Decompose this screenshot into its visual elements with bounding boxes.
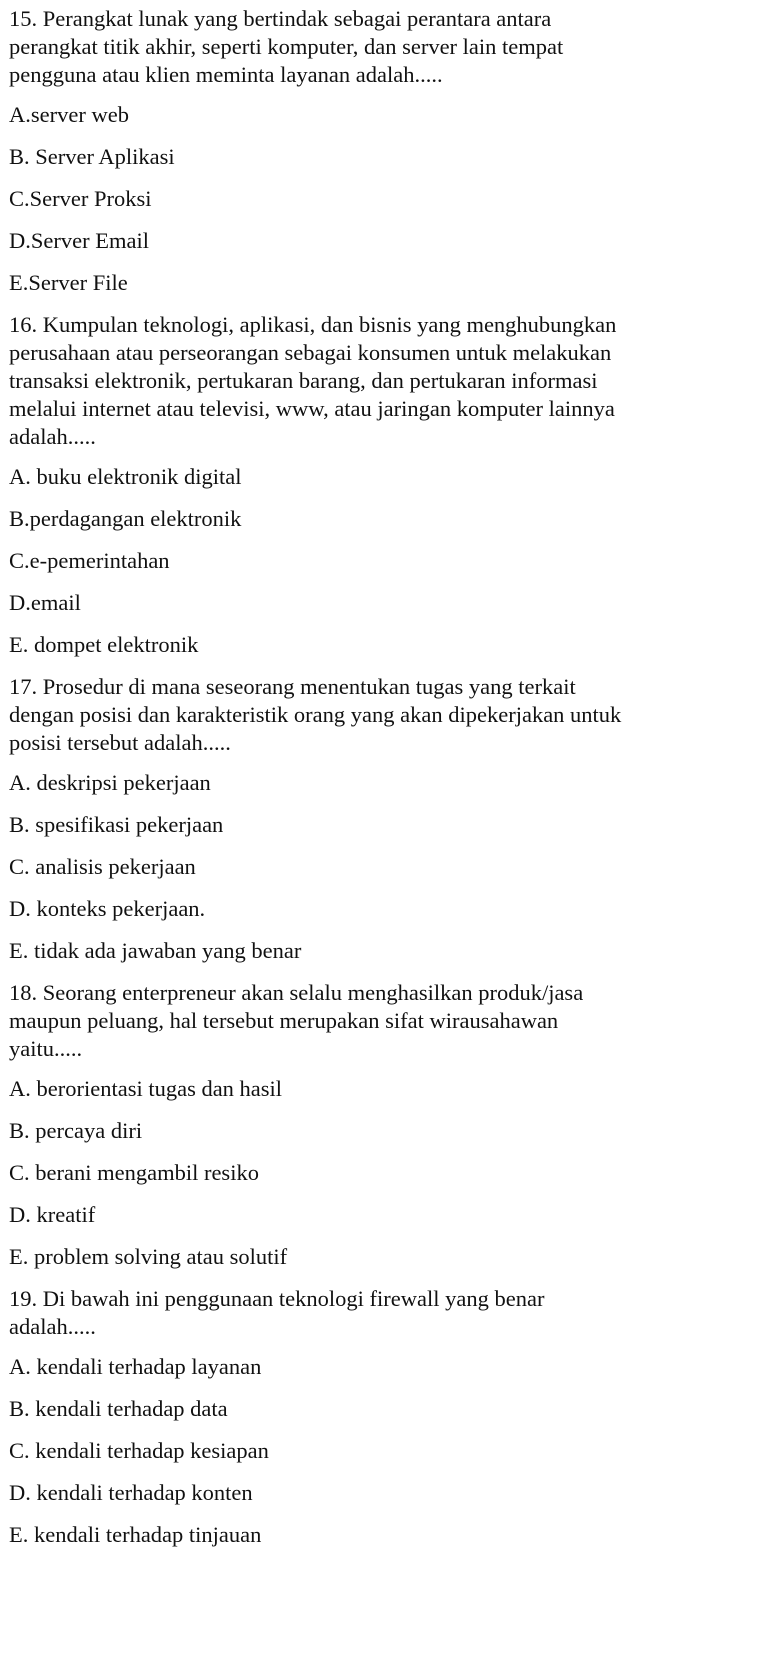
question-stem-line: pengguna atau klien meminta layanan adalah..... [9,62,443,87]
option-c: C.e-pemerintahan [9,548,170,573]
option-b: B. percaya diri [9,1118,143,1143]
question-stem-line: posisi tersebut adalah..... [9,730,231,755]
option-a: A. berorientasi tugas dan hasil [9,1076,283,1101]
option-b: B.perdagangan elektronik [9,506,242,531]
option-d: D. kreatif [9,1202,96,1227]
option-a: A. deskripsi pekerjaan [9,770,211,795]
question-stem-line: yaitu..... [9,1036,83,1061]
option-e: E. problem solving atau solutif [9,1244,288,1269]
option-e: E. dompet elektronik [9,632,199,657]
option-d: D.Server Email [9,228,149,253]
question-stem-line: adalah..... [9,424,96,449]
option-e: E. tidak ada jawaban yang benar [9,938,302,963]
option-c: C. kendali terhadap kesiapan [9,1438,269,1463]
question-stem-line: 19. Di bawah ini penggunaan teknologi firewall yang benar [9,1286,545,1311]
question-15 [9,5,754,89]
question-stem-line: perusahaan atau perseorangan sebagai konsumen untuk melakukan [9,340,612,365]
question-stem-line: transaksi elektronik, pertukaran barang, dan pertukaran informasi [9,368,598,393]
option-c: C. analisis pekerjaan [9,854,196,879]
question-stem-line: 18. Seorang enterpreneur akan selalu menghasilkan produk/jasa [9,980,584,1005]
question-stem-line: adalah..... [9,1314,96,1339]
option-e: E.Server File [9,270,128,295]
option-b: B. spesifikasi pekerjaan [9,812,224,837]
option-a: A. buku elektronik digital [9,464,242,489]
question-stem-line: perangkat titik akhir, seperti komputer, dan server lain tempat [9,34,564,59]
option-c: C. berani mengambil resiko [9,1160,259,1185]
option-b: B. Server Aplikasi [9,144,175,169]
option-a: A. kendali terhadap layanan [9,1354,262,1379]
question-stem-line: maupun peluang, hal tersebut merupakan sifat wirausahawan [9,1008,559,1033]
option-d: D.email [9,590,81,615]
option-c: C.Server Proksi [9,186,152,211]
question-stem-line: dengan posisi dan karakteristik orang yang akan dipekerjakan untuk [9,702,622,727]
question-16 [9,311,754,451]
option-d: D. kendali terhadap konten [9,1480,253,1505]
question-stem-line: 15. Perangkat lunak yang bertindak sebagai perantara antara [9,6,552,31]
option-a: A.server web [9,102,129,127]
question-stem-line: 16. Kumpulan teknologi, aplikasi, dan bisnis yang menghubungkan [9,312,617,337]
question-18 [9,979,754,1063]
option-b: B. kendali terhadap data [9,1396,228,1421]
question-17 [9,673,754,757]
quiz-document [9,5,754,1549]
question-19 [9,1285,754,1341]
question-stem-line: 17. Prosedur di mana seseorang menentukan tugas yang terkait [9,674,576,699]
option-e: E. kendali terhadap tinjauan [9,1522,262,1547]
question-stem-line: melalui internet atau televisi, www, atau jaringan komputer lainnya [9,396,615,421]
option-d: D. konteks pekerjaan. [9,896,206,921]
